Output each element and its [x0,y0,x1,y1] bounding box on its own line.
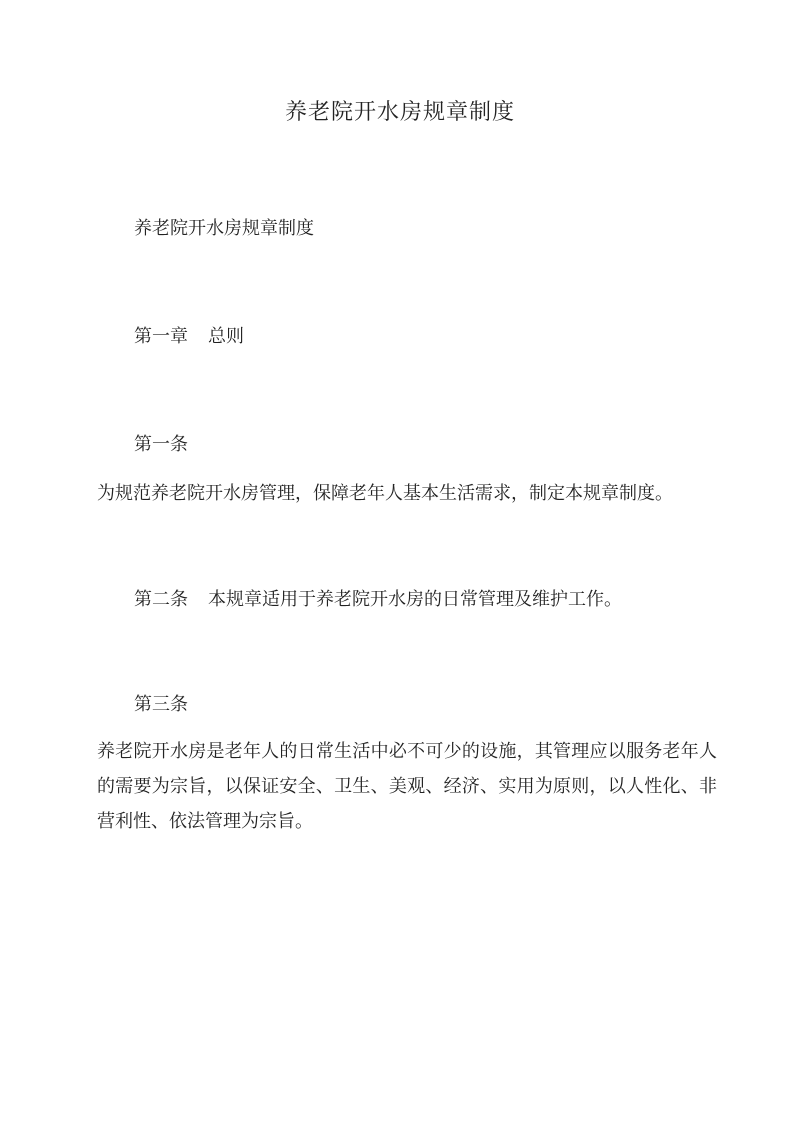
article-1-text: 为规范养老院开水房管理，保障老年人基本生活需求，制定本规章制度。 [97,483,673,504]
document-title: 养老院开水房规章制度 [284,100,515,125]
chapter-name: 总则 [208,326,244,347]
article-1-label: 第一条 [134,434,188,455]
article-2 [134,587,754,613]
article-3-label: 第三条 [134,694,188,715]
article-2-label: 第二条 [134,589,188,610]
chapter-number: 第一章 [134,326,188,347]
document-subtitle: 养老院开水房规章制度 [134,218,314,239]
article-2-text: 本规章适用于养老院开水房的日常管理及维护工作。 [208,589,622,610]
article-3-text: 养老院开水房是老年人的日常生活中必不可少的设施，其管理应以服务老年人的需要为宗旨，以保证安全、卫生、美观、经济、实用为原则，以人性化、非营利性、依法管理为宗旨。 [97,741,717,832]
chapter-heading [134,324,754,350]
